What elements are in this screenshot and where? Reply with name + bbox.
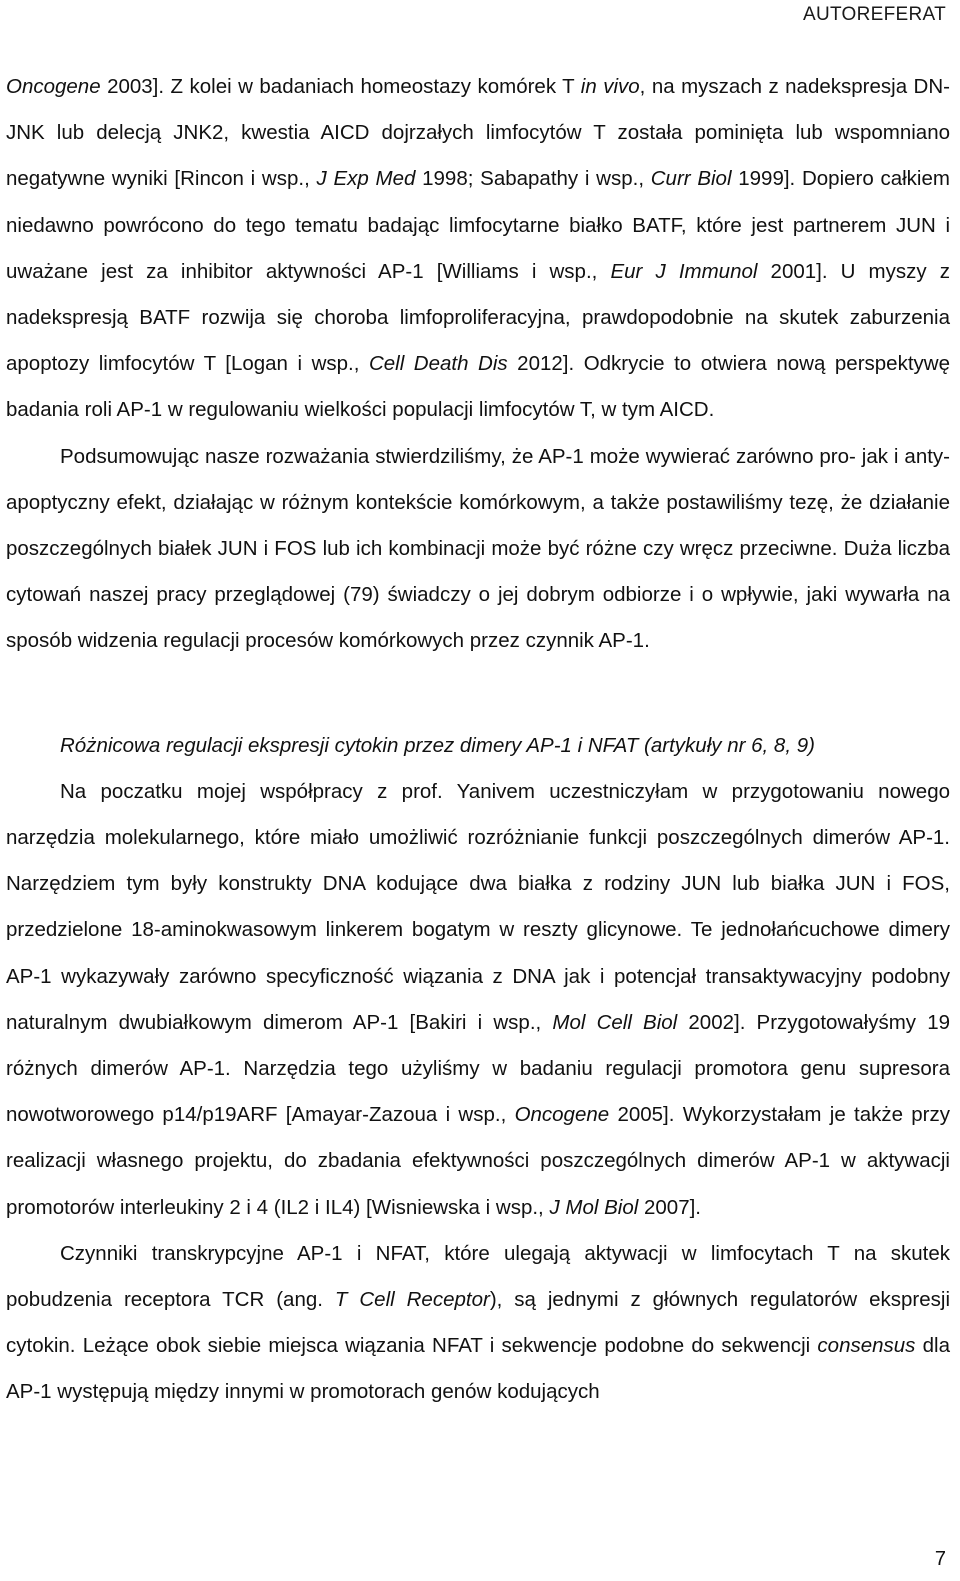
journal-name: Oncogene (6, 75, 101, 98)
emphasis: consensus (817, 1334, 916, 1358)
text-run: ), są jednymi z głównych regulatorów ekspresji cytokin. Leżące obok siebie miejsca wiązania NFAT i sekwencje podobne do sekwencji (6, 1288, 951, 1358)
journal-name: Cell Death Dis (368, 352, 508, 376)
section-title: Różnicowa regulacji ekspresji cytokin przez dimery AP-1 i NFAT (artykuły nr 6, 8, 9) (60, 733, 815, 757)
text-run: 1998; Sabapathy i wsp., (415, 167, 651, 191)
paragraph-continuation (6, 64, 950, 434)
text-run: 2005]. Wykorzystałam je także przy realizacji własnego projektu, do zbadania efektywności poszczególnych dimerów AP-1 w aktywacji promotorów interleukiny 2 i 4 (IL2 i IL4) [Wisniewska i wsp., (6, 1103, 951, 1219)
text-run: Czynniki transkrypcyjne AP-1 i NFAT, które ulegają aktywacji w limfocytach T na skutek pobudzenia receptora TCR (ang. (6, 1241, 950, 1312)
emphasis: in vivo (580, 75, 640, 98)
text-run: 2012]. Odkrycie to otwiera nową perspektywę badania roli AP-1 w regulowaniu wielkości populacji limfocytów T, w tym AICD. (6, 352, 950, 422)
text-run: 2002]. Przygotowałyśmy 19 różnych dimerów AP-1. Narzędzia tego użyliśmy w badaniu regulacji promotora genu supresora nowotworowego p14/p19ARF [Amayar-Zazoua i wsp., (6, 1010, 950, 1127)
text-run: 2003]. Z kolei w badaniach homeostazy komórek T (100, 75, 581, 98)
journal-name: J Mol Biol (549, 1195, 639, 1219)
text-run: 1999]. Dopiero całkiem niedawno powrócono do tego tematu badając limfocytarne białko BATF, które jest partnerem JUN i uważane jest za inhibitor aktywności AP-1 [Williams i wsp., (6, 167, 950, 283)
paragraph-summary: Podsumowując nasze rozważania stwierdziliśmy, że AP-1 może wywierać zarówno pro- jak i anty-apoptyczny efekt, działając w różnym kontekście komórkowym, a także postawiliśmy tezę, że działanie poszczególnych białek JUN i FOS lub ich kombinacji może być różne czy wręcz przeciwne. Duża liczba cytowań naszej pracy przeglądowej (79) świadczy o jej dobrym odbiorze i o wpływie, jaki wywarła na sposób widzenia regulacji procesów komórkowych przez czynnik AP-1. (6, 444, 950, 653)
journal-name: Curr Biol (650, 167, 732, 191)
journal-name: Mol Cell Biol (552, 1010, 678, 1034)
emphasis: T Cell Receptor (334, 1288, 490, 1312)
page-body (6, 64, 950, 1416)
journal-name: Oncogene (514, 1103, 610, 1127)
text-run: , na myszach z nadekspresja DN-JNK lub delecją JNK2, kwestia AICD dojrzałych limfocytów T została pominięta lub wspomniano negatywne wyniki [Rincon i wsp., (6, 75, 950, 191)
running-header: AUTOREFERAT (803, 4, 946, 25)
text-run: dla AP-1 występują między innymi w promotorach genów kodujących (6, 1334, 950, 1404)
text-run: 2001]. U myszy z nadekspresją BATF rozwija się choroba limfoproliferacyjna, prawdopodobnie na skutek zaburzenia apoptozy limfocytów T [Logan i wsp., (6, 259, 950, 376)
paragraph-dimers (6, 769, 950, 1231)
text-run: Na poczatku mojej współpracy z prof. Yanivem uczestniczyłam w przygotowaniu nowego narzędzia molekularnego, które miało umożliwić rozróżnianie funkcji poszczególnych dimerów AP-1. Narzędziem tym były konstrukty DNA kodujące dwa białka z rodziny JUN lub białka JUN i FOS, przedzielone 18-aminokwasowym linkerem bogatym w reszty glicynowe. Te jednołańcuchowe dimery AP-1 wykazywały zarówno specyficzność wiązania z DNA jak i potencjał transaktywacyjny podobny naturalnym dwubiałkowym dimerom AP-1 [Bakiri i wsp., (6, 779, 950, 1034)
text-run: 2007]. (638, 1195, 702, 1219)
journal-name: Eur J Immunol (610, 259, 758, 283)
page-number: 7 (934, 1548, 946, 1570)
paragraph-nfat (6, 1231, 950, 1416)
journal-name: J Exp Med (316, 167, 416, 191)
